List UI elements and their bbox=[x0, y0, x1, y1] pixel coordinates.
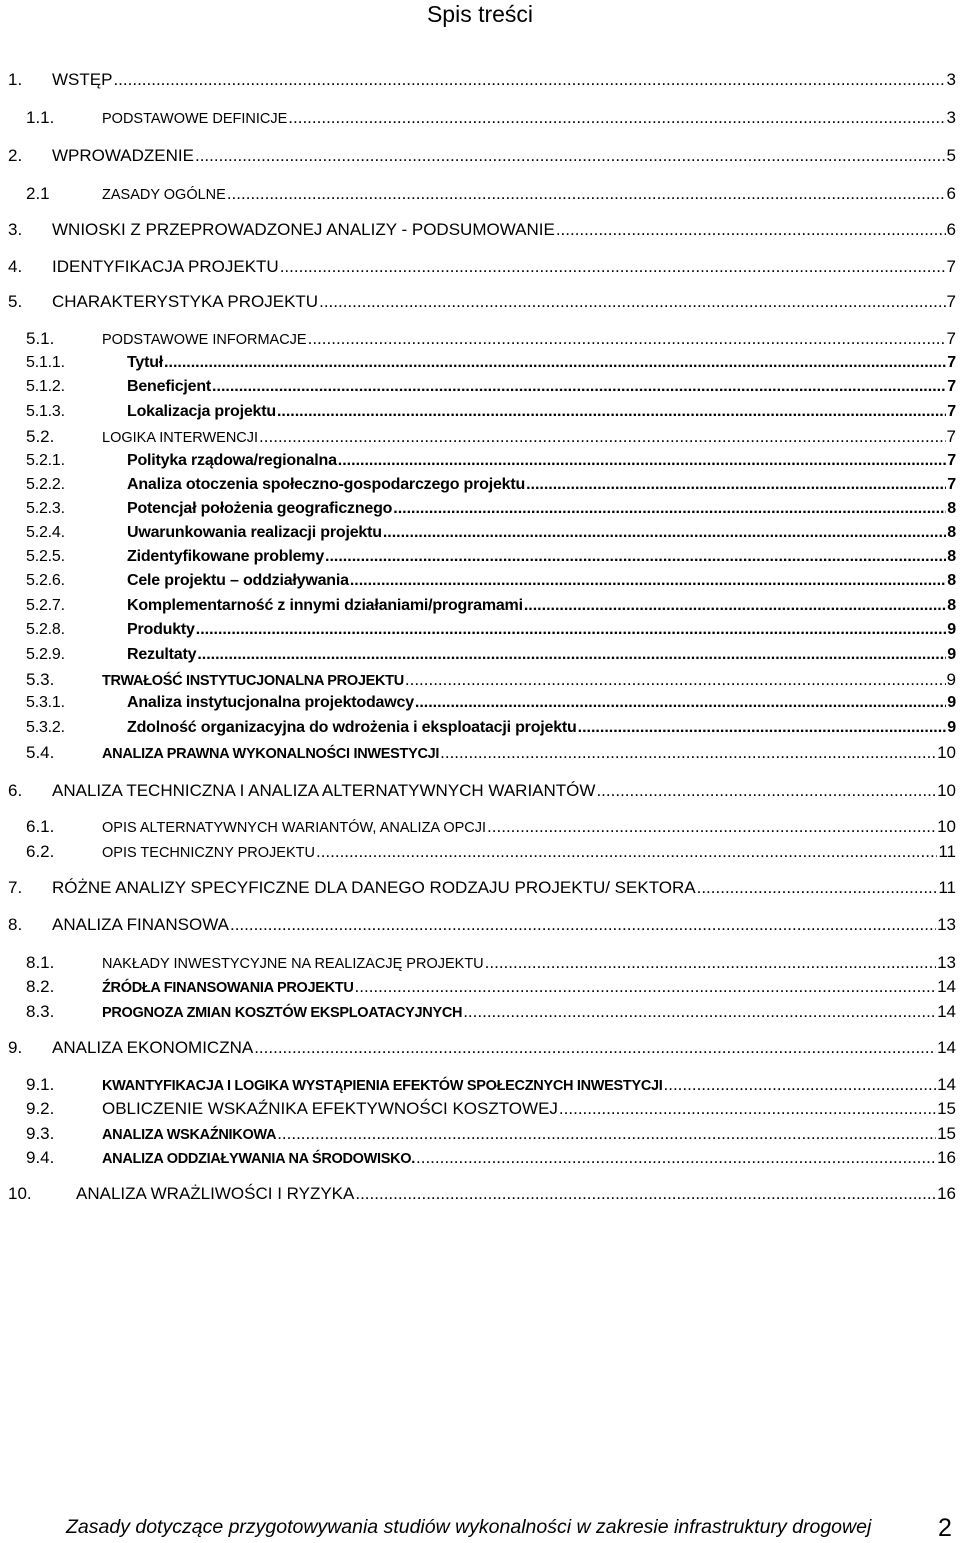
toc-entry-page: 5 bbox=[946, 146, 956, 165]
toc-entry[interactable] bbox=[8, 220, 956, 240]
toc-entry-number: 1.1. bbox=[26, 108, 55, 127]
toc-entry-number: 2. bbox=[8, 146, 23, 165]
toc-entry-page: 7 bbox=[947, 378, 956, 395]
toc-entry-label: Tytuł bbox=[127, 354, 164, 371]
toc-entry-page: 7 bbox=[947, 403, 956, 420]
toc-entry-page: 14 bbox=[937, 977, 956, 996]
toc-entry-number: 5.2.1. bbox=[26, 452, 65, 469]
toc-entry[interactable] bbox=[8, 915, 956, 935]
toc-leader-dots bbox=[664, 1075, 937, 1095]
toc-entry-page: 16 bbox=[937, 1148, 956, 1167]
toc-entry-page: 14 bbox=[937, 1075, 956, 1094]
toc-entry-page: 14 bbox=[937, 1038, 956, 1057]
toc-entry-label: ANALIZA ODDZIAŁYWANIA NA ŚRODOWISKO. bbox=[102, 1151, 416, 1167]
toc-entry[interactable] bbox=[26, 1148, 956, 1168]
toc-entry-page: 10 bbox=[937, 743, 956, 762]
toc-leader-dots bbox=[596, 781, 936, 801]
toc-entry[interactable] bbox=[26, 646, 956, 664]
toc-entry-number: 5.2.8. bbox=[26, 621, 65, 638]
toc-entry[interactable] bbox=[26, 1124, 956, 1144]
toc-entry-label: Zidentyfikowane problemy bbox=[127, 548, 325, 565]
toc-leader-dots bbox=[212, 378, 946, 396]
toc-entry-label: ANALIZA WRAŻLIWOŚCI I RYZYKA bbox=[76, 1184, 355, 1203]
toc-entry-label: PODSTAWOWE INFORMACJE bbox=[102, 332, 307, 348]
toc-entry-label: ZASADY OGÓLNE bbox=[102, 187, 226, 203]
toc-entry-label: KWANTYFIKACJA I LOGIKA WYSTĄPIENIA EFEKTÓW SPOŁECZNYCH INWESTYCJI bbox=[102, 1078, 663, 1094]
toc-entry[interactable] bbox=[26, 572, 956, 590]
toc-entry-page: 7 bbox=[946, 329, 956, 348]
toc-leader-dots bbox=[383, 524, 946, 542]
toc-entry-number: 5.3.1. bbox=[26, 694, 65, 711]
toc-leader-dots bbox=[316, 842, 937, 862]
toc-entry-number: 8. bbox=[8, 915, 23, 934]
toc-leader-dots bbox=[556, 220, 946, 240]
toc-entry-page: 7 bbox=[947, 476, 956, 493]
toc-entry[interactable] bbox=[26, 354, 956, 372]
toc-entry-label: Beneficjent bbox=[127, 378, 212, 395]
toc-entry-page: 11 bbox=[938, 842, 956, 861]
toc-entry[interactable] bbox=[26, 694, 956, 712]
toc-entry-number: 8.2. bbox=[26, 977, 55, 996]
toc-leader-dots bbox=[697, 878, 938, 898]
toc-entry-label: NAKŁADY INWESTYCYJNE NA REALIZACJĘ PROJEKTU bbox=[102, 956, 484, 972]
toc-entry-label: Potencjał położenia geograficznego bbox=[127, 500, 393, 517]
toc-entry-label: WNIOSKI Z PRZEPROWADZONEJ ANALIZY - PODSUMOWANIE bbox=[52, 220, 555, 239]
toc-entry-number: 9.1. bbox=[26, 1075, 55, 1094]
toc-leader-dots bbox=[355, 1184, 936, 1204]
toc-entry-page: 6 bbox=[946, 220, 956, 239]
toc-entry[interactable] bbox=[26, 953, 956, 973]
toc-leader-dots bbox=[195, 146, 946, 166]
toc-entry-label: CHARAKTERYSTYKA PROJEKTU bbox=[52, 292, 319, 311]
toc-entry[interactable] bbox=[26, 452, 956, 470]
toc-leader-dots bbox=[164, 354, 946, 372]
toc-entry-page: 7 bbox=[947, 354, 956, 371]
toc-entry-page: 10 bbox=[937, 817, 956, 836]
toc-entry-number: 5.3.2. bbox=[26, 719, 65, 736]
toc-entry-label: OPIS TECHNICZNY PROJEKTU bbox=[102, 845, 315, 861]
toc-entry-page: 6 bbox=[946, 184, 956, 203]
toc-leader-dots bbox=[230, 915, 936, 935]
toc-entry-label: RÓŻNE ANALIZY SPECYFICZNE DLA DANEGO RODZAJU PROJEKTU/ SEKTORA bbox=[52, 878, 696, 897]
toc-entry-page: 15 bbox=[937, 1099, 956, 1118]
toc-leader-dots bbox=[487, 817, 936, 837]
toc-leader-dots bbox=[415, 694, 946, 712]
toc-entry-number: 7. bbox=[8, 878, 23, 897]
toc-entry-number: 1. bbox=[8, 70, 23, 89]
toc-leader-dots bbox=[197, 646, 946, 664]
page-footer-text: Zasady dotyczące przygotowywania studiów wykonalności w zakresie infrastruktury drogowej bbox=[66, 1516, 872, 1538]
toc-leader-dots bbox=[485, 953, 936, 973]
toc-entry[interactable] bbox=[26, 427, 956, 447]
toc-leader-dots bbox=[196, 621, 947, 639]
toc-leader-dots bbox=[440, 743, 936, 763]
toc-entry-label: LOGIKA INTERWENCJI bbox=[102, 430, 259, 446]
toc-entry-page: 8 bbox=[947, 548, 956, 565]
toc-entry-page: 9 bbox=[947, 694, 956, 711]
toc-entry-label: Cele projektu – oddziaływania bbox=[127, 572, 349, 589]
toc-entry-number: 6.1. bbox=[26, 817, 55, 836]
toc-entry-label: Produkty bbox=[127, 621, 195, 638]
toc-entry[interactable] bbox=[8, 292, 956, 312]
toc-entry-label: Lokalizacja projektu bbox=[127, 403, 276, 420]
toc-leader-dots bbox=[578, 719, 947, 737]
toc-entry-label: OPIS ALTERNATYWNYCH WARIANTÓW, ANALIZA OPCJI bbox=[102, 820, 487, 836]
toc-entry[interactable] bbox=[26, 1075, 956, 1095]
toc-entry[interactable] bbox=[26, 184, 956, 204]
toc-entry-page: 15 bbox=[937, 1124, 956, 1143]
toc-leader-dots bbox=[350, 572, 946, 590]
toc-entry-number: 4. bbox=[8, 257, 23, 276]
toc-entry-page: 11 bbox=[938, 878, 956, 897]
toc-leader-dots bbox=[288, 108, 945, 128]
toc-entry[interactable] bbox=[26, 500, 956, 518]
toc-leader-dots bbox=[526, 476, 946, 494]
toc-entry-number: 9.3. bbox=[26, 1124, 55, 1143]
toc-entry[interactable] bbox=[26, 743, 956, 763]
toc-entry-number: 5.1. bbox=[26, 329, 55, 348]
toc-entry[interactable] bbox=[26, 670, 956, 690]
toc-entry[interactable] bbox=[26, 108, 956, 128]
toc-entry-page: 14 bbox=[937, 1002, 956, 1021]
toc-entry[interactable] bbox=[8, 146, 956, 166]
toc-leader-dots bbox=[338, 452, 947, 470]
toc-entry-label: Uwarunkowania realizacji projektu bbox=[127, 524, 382, 541]
toc-entry-page: 3 bbox=[946, 108, 956, 127]
toc-entry-number: 5.2.9. bbox=[26, 646, 65, 663]
toc-entry-label: IDENTYFIKACJA PROJEKTU bbox=[52, 257, 279, 276]
toc-entry[interactable] bbox=[26, 403, 956, 421]
toc-entry[interactable] bbox=[26, 597, 956, 615]
toc-leader-dots bbox=[524, 597, 946, 615]
toc-entry[interactable] bbox=[26, 817, 956, 837]
toc-leader-dots bbox=[393, 500, 946, 518]
toc-entry-label: Komplementarność z innymi działaniami/programami bbox=[127, 597, 523, 614]
toc-entry-number: 3. bbox=[8, 220, 23, 239]
toc-entry[interactable] bbox=[26, 621, 956, 639]
toc-leader-dots bbox=[277, 1124, 936, 1144]
toc-leader-dots bbox=[254, 1038, 936, 1058]
toc-leader-dots bbox=[113, 70, 945, 90]
toc-entry-label: Analiza otoczenia społeczno-gospodarczego projektu bbox=[127, 476, 526, 493]
toc-entry-page: 10 bbox=[937, 781, 956, 800]
toc-entry[interactable] bbox=[8, 70, 956, 90]
toc-title: Spis treści bbox=[426, 1, 534, 27]
toc-leader-dots bbox=[280, 257, 946, 277]
toc-entry-number: 5.1.3. bbox=[26, 403, 65, 420]
toc-entry-label: PROGNOZA ZMIAN KOSZTÓW EKSPLOATACYJNYCH bbox=[102, 1005, 463, 1021]
toc-entry-number: 8.1. bbox=[26, 953, 55, 972]
toc-entry-number: 6.2. bbox=[26, 842, 55, 861]
toc-entry-page: 7 bbox=[946, 427, 956, 446]
toc-entry-number: 5. bbox=[8, 292, 23, 311]
toc-leader-dots bbox=[319, 292, 945, 312]
toc-leader-dots bbox=[559, 1099, 936, 1119]
toc-entry-page: 9 bbox=[947, 719, 956, 736]
toc-entry-label: Analiza instytucjonalna projektodawcy bbox=[127, 694, 414, 711]
toc-entry-label: Rezultaty bbox=[127, 646, 197, 663]
toc-entry-number: 5.1.2. bbox=[26, 378, 65, 395]
toc-entry-label: ANALIZA FINANSOWA bbox=[52, 915, 229, 934]
toc-leader-dots bbox=[308, 329, 946, 349]
toc-leader-dots bbox=[463, 1002, 936, 1022]
toc-entry-label: WSTĘP bbox=[52, 70, 113, 89]
toc-entry-label: ANALIZA PRAWNA WYKONALNOŚCI INWESTYCJI bbox=[102, 746, 440, 762]
toc-entry[interactable] bbox=[26, 1002, 956, 1022]
toc-entry-page: 8 bbox=[947, 524, 956, 541]
toc-entry[interactable] bbox=[26, 329, 956, 349]
toc-entry-label: ANALIZA EKONOMICZNA bbox=[52, 1038, 254, 1057]
toc-entry-page: 7 bbox=[946, 292, 956, 311]
toc-entry-page: 8 bbox=[947, 500, 956, 517]
toc-entry-number: 5.3. bbox=[26, 670, 55, 689]
toc-entry-label: TRWAŁOŚĆ INSTYTUCJONALNA PROJEKTU bbox=[102, 673, 404, 689]
toc-entry-number: 2.1 bbox=[26, 184, 50, 203]
toc-entry-label: Polityka rządowa/regionalna bbox=[127, 452, 337, 469]
toc-entry-number: 9. bbox=[8, 1038, 23, 1057]
toc-entry[interactable] bbox=[26, 548, 956, 566]
toc-leader-dots bbox=[355, 977, 937, 997]
toc-entry-page: 13 bbox=[937, 915, 956, 934]
toc-entry-number: 9.2. bbox=[26, 1099, 55, 1118]
toc-entry[interactable] bbox=[8, 1184, 956, 1204]
toc-entry-number: 10. bbox=[8, 1184, 32, 1203]
toc-entry[interactable] bbox=[8, 257, 956, 277]
toc-entry-page: 16 bbox=[937, 1184, 956, 1203]
toc-entry-number: 5.2. bbox=[26, 427, 55, 446]
toc-entry-page: 9 bbox=[946, 670, 956, 689]
toc-entry[interactable] bbox=[26, 1099, 956, 1119]
page-number: 2 bbox=[938, 1514, 952, 1542]
toc-entry-label: ANALIZA TECHNICZNA I ANALIZA ALTERNATYWNYCH WARIANTÓW bbox=[52, 781, 596, 800]
toc-entry-label: OBLICZENIE WSKAŹNIKA EFEKTYWNOŚCI KOSZTOWEJ bbox=[102, 1099, 558, 1118]
toc-entry-page: 13 bbox=[937, 953, 956, 972]
toc-entry-number: 5.1.1. bbox=[26, 354, 65, 371]
toc-entry[interactable] bbox=[26, 977, 956, 997]
toc-leader-dots bbox=[259, 427, 945, 447]
toc-entry-label: PODSTAWOWE DEFINICJE bbox=[102, 111, 288, 127]
toc-entry-page: 8 bbox=[947, 597, 956, 614]
toc-leader-dots bbox=[416, 1148, 936, 1168]
toc-entry-label: ŹRÓDŁA FINANSOWANIA PROJEKTU bbox=[102, 980, 354, 996]
toc-entry[interactable] bbox=[26, 378, 956, 396]
toc-entry-number: 5.4. bbox=[26, 743, 55, 762]
toc-leader-dots bbox=[277, 403, 946, 421]
toc-entry-page: 9 bbox=[947, 646, 956, 663]
toc-entry[interactable] bbox=[8, 878, 956, 898]
toc-entry-number: 5.2.2. bbox=[26, 476, 65, 493]
toc-entry[interactable] bbox=[8, 1038, 956, 1058]
toc-leader-dots bbox=[325, 548, 946, 566]
toc-entry-number: 5.2.3. bbox=[26, 500, 65, 517]
toc-entry-page: 8 bbox=[947, 572, 956, 589]
toc-entry[interactable] bbox=[26, 842, 956, 862]
toc-entry-number: 8.3. bbox=[26, 1002, 55, 1021]
toc-entry[interactable] bbox=[26, 476, 956, 494]
toc-entry[interactable] bbox=[26, 524, 956, 542]
toc-entry[interactable] bbox=[8, 781, 956, 801]
toc-entry-number: 5.2.4. bbox=[26, 524, 65, 541]
toc-entry-page: 7 bbox=[947, 452, 956, 469]
toc-entry-page: 3 bbox=[946, 70, 956, 89]
toc-entry-label: WPROWADZENIE bbox=[52, 146, 194, 165]
toc-leader-dots bbox=[405, 670, 946, 690]
toc-entry-label: Zdolność organizacyjna do wdrożenia i eksploatacji projektu bbox=[127, 719, 577, 736]
toc-entry-number: 5.2.7. bbox=[26, 597, 65, 614]
toc-entry-number: 6. bbox=[8, 781, 23, 800]
toc-entry-number: 9.4. bbox=[26, 1148, 55, 1167]
toc-entry-number: 5.2.5. bbox=[26, 548, 65, 565]
toc-entry-number: 5.2.6. bbox=[26, 572, 65, 589]
toc-entry[interactable] bbox=[26, 719, 956, 737]
toc-entry-page: 9 bbox=[947, 621, 956, 638]
toc-entry-page: 7 bbox=[946, 257, 956, 276]
toc-entry-label: ANALIZA WSKAŹNIKOWA bbox=[102, 1127, 277, 1143]
toc-leader-dots bbox=[227, 184, 946, 204]
